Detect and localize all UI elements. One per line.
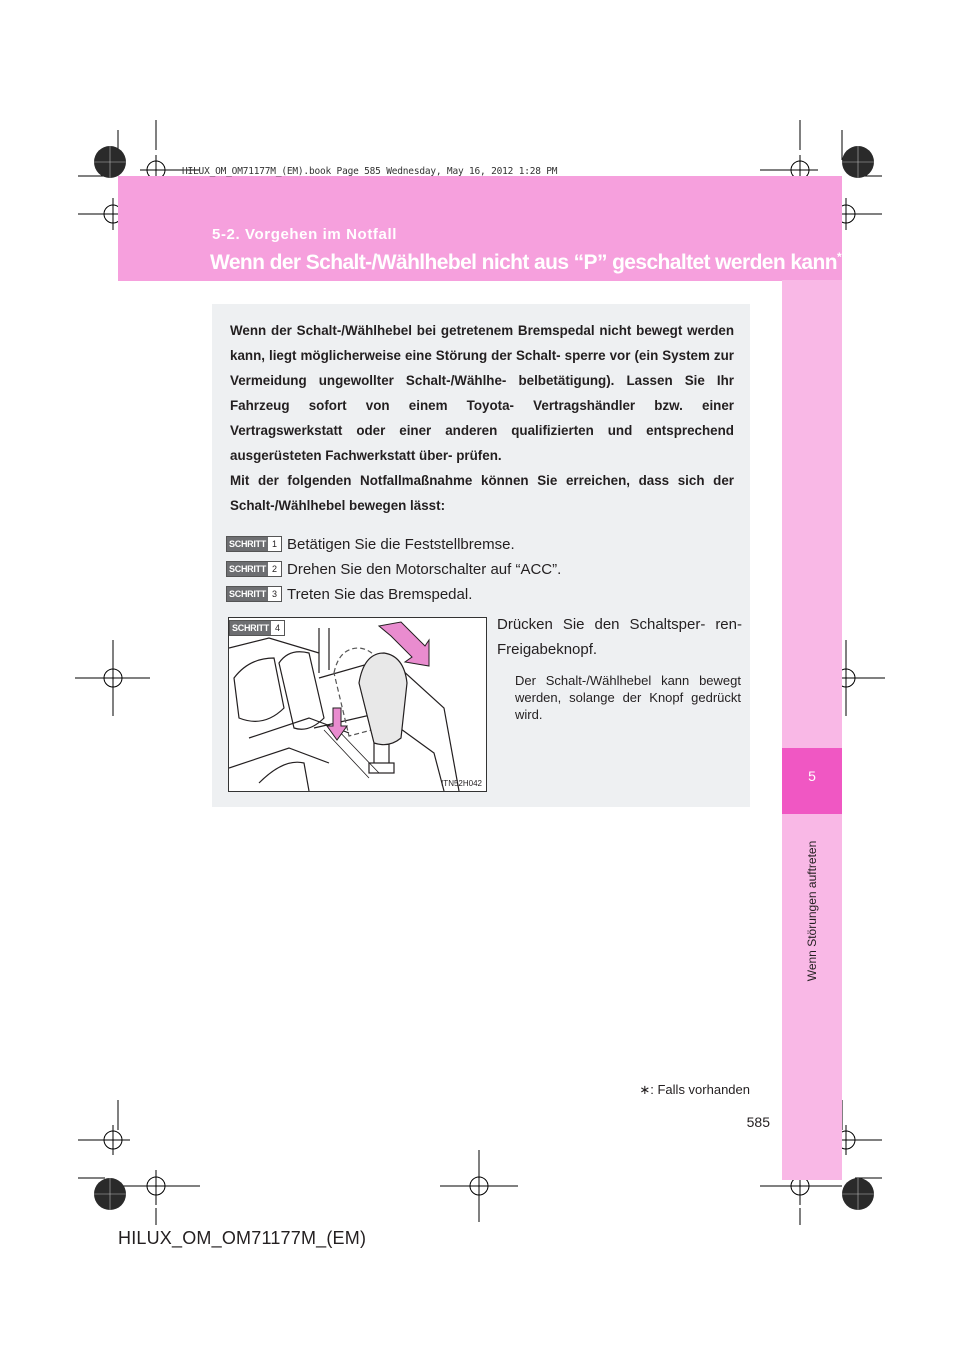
intro-paragraph-1: Wenn der Schalt-/Wählhebel bei getretenem Bremspedal nicht bewegt werden kann, liegt möglicherweise eine Störung der Schalt- sperre vor (ein System zur Vermeidung ungewollter Schalt-/Wählhe- belbetätigung). Lassen Sie Ihr Fahrzeug sofort von einem Toyota- Vertragshändler bzw. einer Vertragswerkstatt oder einer anderen qualifizierten und entsprechend ausgerüsteten Fachwerkstatt über- prüfen. (230, 323, 734, 463)
step-badge-label: SCHRITT (227, 562, 268, 576)
step-1 (226, 534, 515, 554)
footnote: ∗: Falls vorhanden (639, 1082, 750, 1097)
page-title (210, 250, 841, 275)
chapter-title-vertical (782, 826, 842, 996)
book-code: HILUX_OM_OM71177M_(EM) (118, 1228, 367, 1248)
shift-lever-drawing (229, 618, 486, 791)
shift-lever-illustration (228, 617, 487, 792)
intro-paragraph-2: Mit der folgenden Notfallmaßnahme können Sie erreichen, dass sich der Schalt-/Wählhebel bewegen lässt: (230, 473, 734, 513)
step-badge-number: 3 (271, 589, 277, 599)
step-4-note: Der Schalt-/Wählhebel kann bewegt werden, solange der Knopf gedrückt wird. (515, 673, 741, 722)
step-badge (226, 561, 282, 577)
intro-text (230, 318, 734, 518)
step-badge-label: SCHRITT (227, 587, 268, 601)
side-tab (782, 280, 842, 1180)
step-badge-number: 2 (271, 564, 277, 574)
step-badge-label: SCHRITT (230, 621, 271, 635)
figure-code: ITN52H042 (441, 779, 482, 788)
chapter-number: 5 (808, 768, 816, 784)
file-meta-line: HILUX_OM_OM71177M_(EM).book Page 585 Wednesday, May 16, 2012 1:28 PM (182, 166, 558, 177)
step-text: Drehen Sie den Motorschalter auf “ACC”. (287, 560, 562, 578)
page-title-text: Wenn der Schalt-/Wählhebel nicht aus “P” geschaltet werden kann (210, 251, 837, 274)
step-text: Betätigen Sie die Feststellbremse. (287, 535, 515, 553)
title-footnote-mark: * (836, 250, 842, 264)
step-badge-number: 1 (271, 539, 277, 549)
step-4-text: Drücken Sie den Schaltsper- ren-Freigabeknopf. (497, 616, 742, 658)
step-badge-number: 4 (274, 623, 280, 633)
chapter-title: Wenn Störungen auftreten (805, 840, 819, 982)
step-badge (226, 536, 282, 552)
section-label: 5-2. Vorgehen im Notfall (212, 226, 397, 243)
step-text: Treten Sie das Bremspedal. (287, 585, 473, 603)
page-number: 585 (746, 1114, 770, 1130)
step-badge (226, 586, 282, 602)
step-badge-label: SCHRITT (227, 537, 268, 551)
step-2 (226, 559, 561, 579)
step-3 (226, 584, 472, 604)
